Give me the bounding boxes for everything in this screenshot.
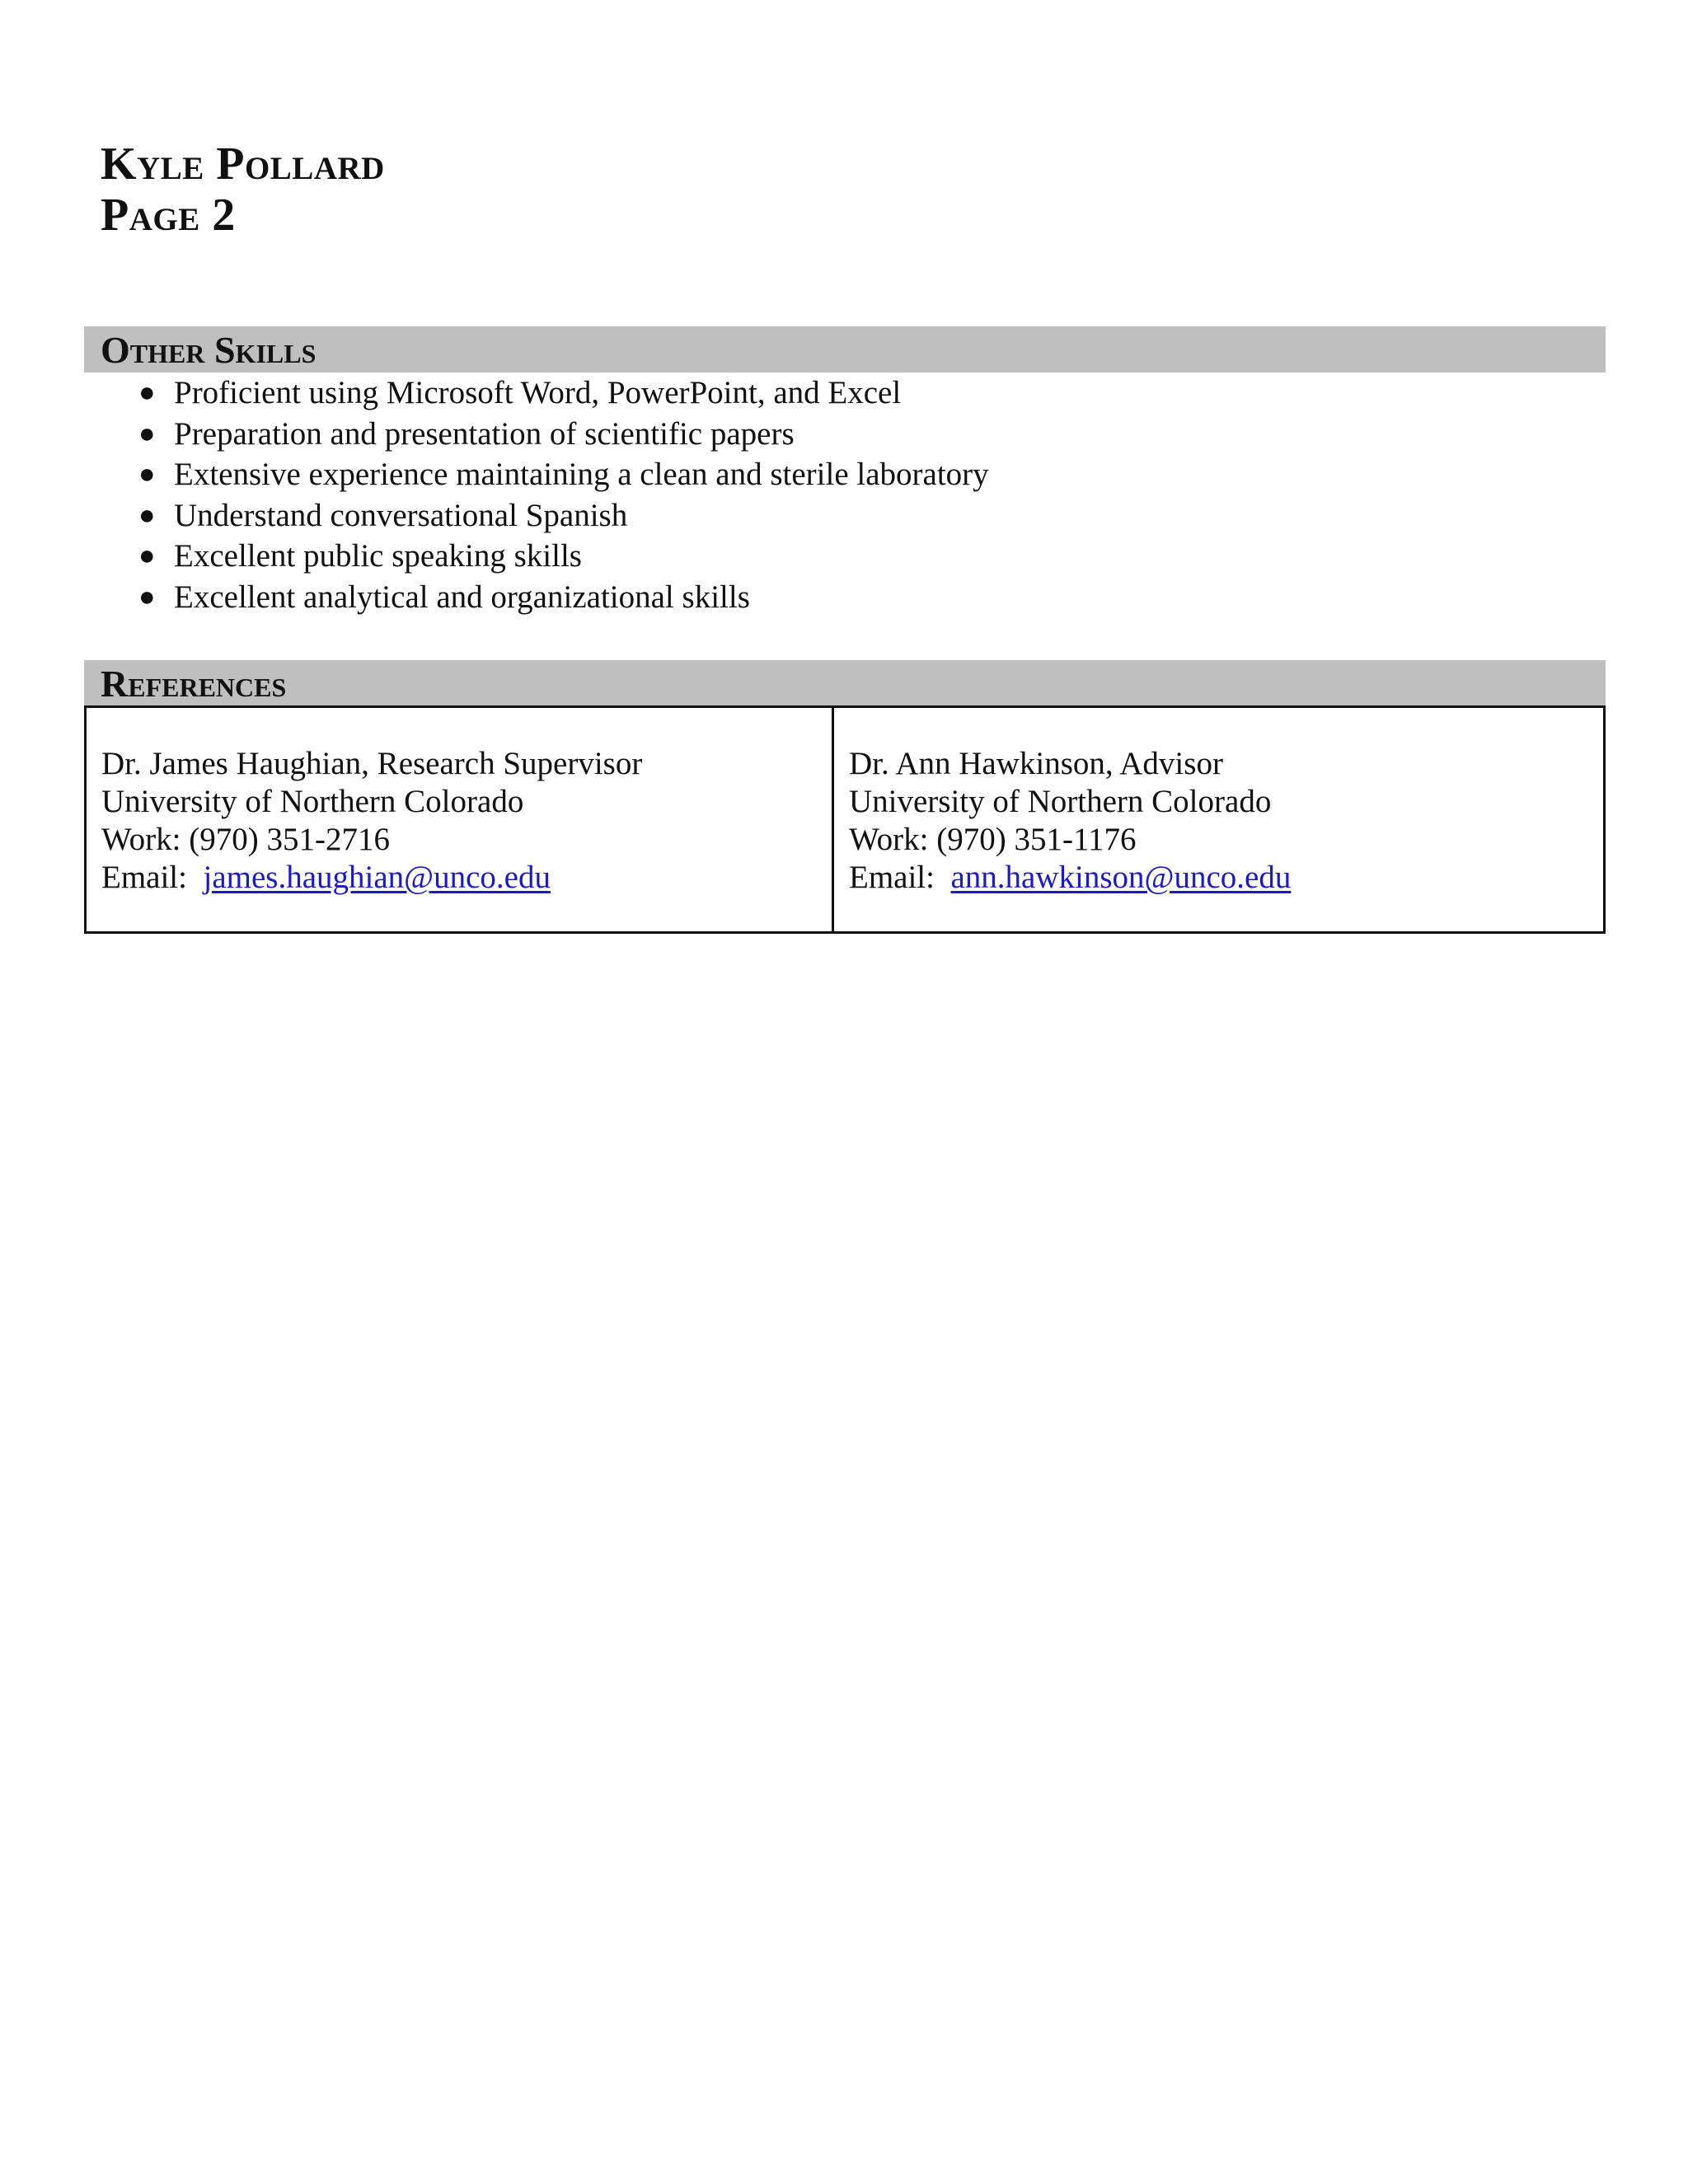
email-label: Email: <box>101 860 187 895</box>
bullet-icon: ● <box>138 377 156 408</box>
email-link[interactable]: ann.hawkinson@unco.edu <box>950 860 1292 895</box>
resume-header <box>101 138 385 241</box>
skill-text: Understand conversational Spanish <box>174 497 628 533</box>
reference-cell-hawkinson <box>834 708 1603 931</box>
email-link[interactable]: james.haughian@unco.edu <box>203 860 551 895</box>
list-item <box>132 577 989 618</box>
reference-name: Dr. Ann Hawkinson, Advisor <box>849 746 1223 781</box>
bullet-icon: ● <box>138 418 156 449</box>
bullet-icon: ● <box>138 459 156 490</box>
references-section-bar <box>84 660 1606 706</box>
list-item <box>132 536 989 577</box>
reference-name: Dr. James Haughian, Research Supervisor <box>101 746 643 781</box>
bullet-icon: ● <box>138 499 156 531</box>
reference-work-phone: Work: (970) 351-2716 <box>101 822 390 857</box>
reference-institution: University of Northern Colorado <box>849 784 1272 819</box>
skill-text: Excellent public speaking skills <box>174 538 582 574</box>
list-item <box>132 414 989 455</box>
bullet-icon: ● <box>138 541 156 571</box>
list-item <box>132 495 989 537</box>
email-label: Email: <box>849 860 935 895</box>
reference-institution: University of Northern Colorado <box>101 784 524 819</box>
other-skills-list <box>132 373 989 617</box>
reference-email-line <box>101 859 832 897</box>
list-item <box>132 373 989 414</box>
reference-cell-haughian <box>87 708 834 931</box>
skill-text: Extensive experience maintaining a clean and sterile laboratory <box>174 457 989 492</box>
applicant-name: Kyle Pollard <box>101 138 385 190</box>
skill-text: Preparation and presentation of scientific papers <box>174 415 795 452</box>
skill-text: Excellent analytical and organizational skills <box>174 579 750 615</box>
reference-email-line <box>849 859 1603 897</box>
bullet-icon: ● <box>138 581 156 612</box>
other-skills-section-bar <box>84 326 1606 373</box>
list-item <box>132 454 989 495</box>
reference-work-phone: Work: (970) 351-1176 <box>849 822 1137 857</box>
other-skills-heading: Other Skills <box>101 329 316 371</box>
references-table <box>84 705 1606 934</box>
skill-text: Proficient using Microsoft Word, PowerPoint, and Excel <box>174 375 902 410</box>
page-label: Page 2 <box>101 190 236 241</box>
references-heading: References <box>101 663 287 705</box>
